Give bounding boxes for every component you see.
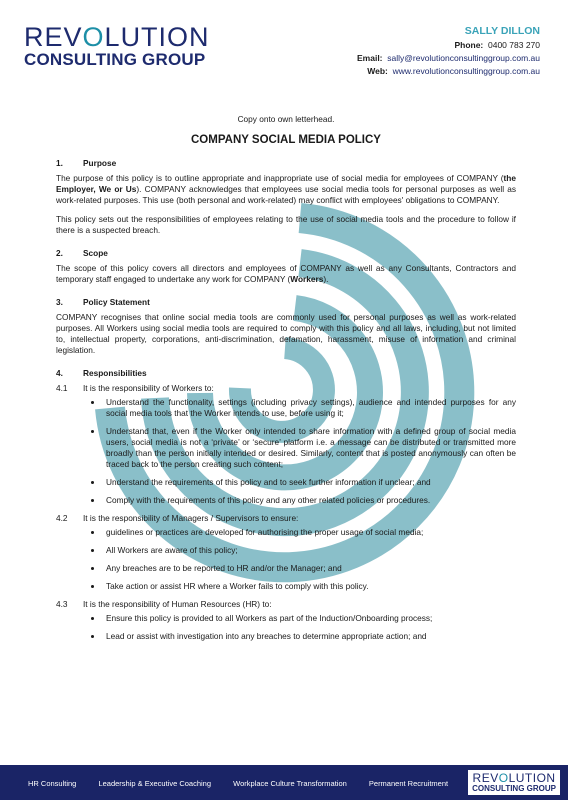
email-link[interactable]: sally@revolutionconsultinggroup.com.au	[387, 53, 540, 63]
email-label: Email:	[357, 53, 383, 63]
text-run: The scope of this policy covers all directors and employees of COMPANY as well as any Consultants, Contractors and temporary staff engaged to undertake any work for COMPANY (	[56, 263, 516, 284]
managers-responsibilities-list	[56, 527, 516, 592]
web-line	[357, 65, 540, 78]
phone-value: 0400 783 270	[488, 40, 540, 50]
section-title: Policy Statement	[83, 297, 150, 307]
list-item: • Understand the requirements of this policy and to seek further information if unclear; and	[103, 477, 516, 488]
list-item: • Take action or assist HR where a Worker fails to comply with this policy.	[103, 581, 516, 592]
list-item: • Lead or assist with investigation into any breaches to determine appropriate action; and	[103, 631, 516, 642]
list-item: • Ensure this policy is provided to all Workers as part of the Induction/Onboarding process;	[103, 613, 516, 624]
list-item: • Any breaches are to be reported to HR and/or the Manager; and	[103, 563, 516, 574]
subsection-number: 4.2	[56, 513, 68, 523]
section-scope-heading	[56, 248, 516, 259]
scope-paragraph	[56, 263, 516, 285]
contact-block	[357, 24, 540, 78]
contact-name: SALLY DILLON	[464, 25, 540, 37]
bold-term: Workers	[290, 274, 324, 284]
logo-text-a: REV	[24, 22, 83, 52]
subsection-number: 4.1	[56, 383, 68, 393]
subsection-text: It is the responsibility of Managers / Supervisors to ensure:	[83, 513, 299, 523]
logo-text-b: LUTION	[104, 22, 210, 52]
section-title: Scope	[83, 248, 108, 258]
logo-subtitle: CONSULTING GROUP	[24, 50, 206, 69]
footer-logo	[468, 770, 560, 795]
logo-text-a: REV	[472, 771, 499, 785]
document-body	[56, 114, 516, 649]
list-item: • guidelines or practices are developed for authorising the proper usage of social media;	[103, 527, 516, 538]
web-label: Web:	[367, 66, 388, 76]
text-run: The purpose of this policy is to outline appropriate and inappropriate use of social media for employees of COMPANY (	[56, 173, 504, 183]
section-number: 2.	[56, 248, 63, 258]
email-line	[357, 52, 540, 65]
footer-logo-subtitle: CONSULTING GROUP	[472, 784, 556, 793]
section-policy-statement-heading	[56, 297, 516, 308]
purpose-paragraph-1	[56, 173, 516, 206]
logo-text-o: O	[82, 22, 105, 52]
section-number: 4.	[56, 368, 63, 378]
footer-logo-wordmark	[472, 772, 556, 784]
text-run: ). COMPANY acknowledges that employees use social media tools for personal purposes as well as work-related purposes. This use (both personal and work-related) may conflict with employees' obligations to COMPANY.	[56, 184, 516, 205]
footer-bar	[0, 765, 568, 800]
subsection-4-2	[56, 513, 516, 524]
footer-links	[28, 779, 468, 788]
section-number: 1.	[56, 158, 63, 168]
phone-label: Phone:	[454, 40, 484, 50]
subsection-4-1	[56, 383, 516, 394]
section-title: Purpose	[83, 158, 117, 168]
section-purpose-heading	[56, 158, 516, 169]
workers-responsibilities-list	[56, 397, 516, 506]
section-number: 3.	[56, 297, 63, 307]
subsection-number: 4.3	[56, 599, 68, 609]
web-link[interactable]: www.revolutionconsultinggroup.com.au	[392, 66, 540, 76]
section-title: Responsibilities	[83, 368, 147, 378]
list-item: • Understand the functionality, settings (including privacy settings), audience and intended purposes for any social media tools that the Worker intends to use, before using it;	[103, 397, 516, 419]
subsection-4-3	[56, 599, 516, 610]
document-title: COMPANY SOCIAL MEDIA POLICY	[191, 134, 381, 146]
footer-link-permanent-recruitment[interactable]: Permanent Recruitment	[368, 779, 449, 788]
list-item: • Comply with the requirements of this policy and any other related policies or procedures.	[103, 495, 516, 506]
subsection-text: It is the responsibility of Human Resources (HR) to:	[83, 599, 272, 609]
hr-responsibilities-list	[56, 613, 516, 642]
footer-link-culture-transformation[interactable]: Workplace Culture Transformation	[233, 779, 347, 788]
purpose-paragraph-2: This policy sets out the responsibilities of employees relating to the use of social media tools and the procedure to follow if there is a suspected breach.	[56, 214, 516, 235]
bold-term: the Employer, We or Us	[56, 173, 516, 194]
list-item: • Understand that, even if the Worker only intended to share information with a defined group of social media users, social media is not a ‘private’ or ‘secure’ platform i.e. a message can be distributed or transmitted more broadly than the person initially intended or desired. Similarly, content that is posted anonymously can often be traced back to the person creating such content;	[103, 426, 516, 470]
letterhead-note: Copy onto own letterhead.	[237, 114, 335, 124]
subsection-text: It is the responsibility of Workers to:	[83, 383, 214, 393]
policy-statement-paragraph: COMPANY recognises that online social media tools are commonly used for personal purposes as well as work-related purposes. All Workers using social media tools are required to comply with this policy and all laws, including, but not limited to, intellectual property, corporations, anti-discrimination, defamation, harassment, misuse of information and criminal legislation.	[56, 312, 516, 355]
text-run: ).	[323, 274, 329, 284]
list-item: • All Workers are aware of this policy;	[103, 545, 516, 556]
company-logo	[24, 24, 210, 69]
logo-text-o: O	[498, 771, 509, 785]
footer-link-hr-consulting[interactable]: HR Consulting	[28, 779, 77, 788]
logo-text-b: LUTION	[508, 771, 556, 785]
logo-wordmark	[24, 24, 210, 51]
section-responsibilities-heading	[56, 368, 516, 379]
phone-line	[357, 39, 540, 52]
footer-link-leadership-coaching[interactable]: Leadership & Executive Coaching	[98, 779, 212, 788]
